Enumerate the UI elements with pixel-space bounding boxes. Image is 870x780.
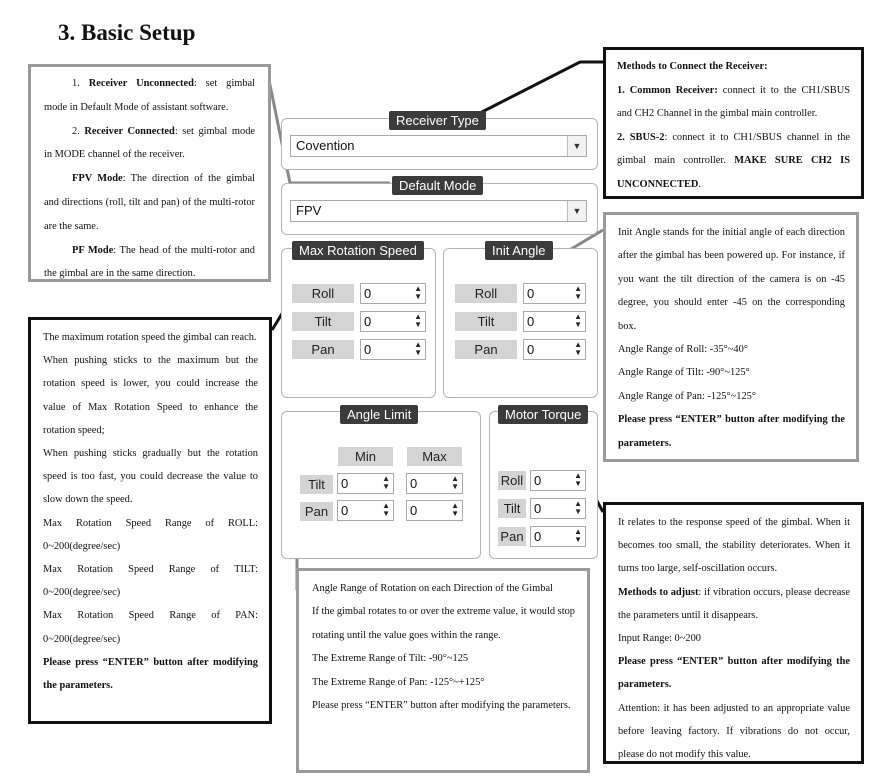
spinner-arrows-icon[interactable]: ▲ ▼	[574, 499, 582, 516]
motor-torque-pan-input[interactable]: 0 ▲ ▼	[530, 526, 586, 547]
spinner-arrows-icon[interactable]: ▲ ▼	[574, 527, 582, 544]
max-rotation-speed-title: Max Rotation Speed	[292, 241, 424, 260]
tilt-label: Tilt	[455, 312, 517, 331]
default-mode-value: FPV	[296, 203, 322, 218]
angle-limit-title: Angle Limit	[340, 405, 418, 424]
init-angle-title: Init Angle	[485, 241, 553, 260]
roll-label: Roll	[498, 471, 526, 490]
receiver-type-value: Covention	[296, 138, 355, 153]
angle-limit-tilt-max-input[interactable]: 0 ▲ ▼	[406, 473, 463, 494]
motor-torque-roll-input[interactable]: 0 ▲ ▼	[530, 470, 586, 491]
min-header: Min	[338, 447, 393, 466]
angle-limit-note: Angle Range of Rotation on each Direction of the Gimbal If the gimbal rotates to or over the extreme value, it would stop rotating until the value goes within the range. The Extreme Range of Tilt: -90°~125 The Extreme Range of Pan: -125°~+125° Please press “ENTER” button after modifying the parameters.	[296, 568, 590, 773]
spinner-arrows-icon[interactable]: ▲ ▼	[382, 474, 390, 491]
spinner-arrows-icon[interactable]: ▲ ▼	[382, 501, 390, 518]
max-header: Max	[407, 447, 462, 466]
receiver-type-title: Receiver Type	[389, 111, 486, 130]
angle-limit-pan-max-input[interactable]: 0 ▲ ▼	[406, 500, 463, 521]
spinner-arrows-icon[interactable]: ▲ ▼	[414, 340, 422, 357]
roll-label: Roll	[455, 284, 517, 303]
init-angle-pan-input[interactable]: 0 ▲ ▼	[523, 339, 586, 360]
spinner-arrows-icon[interactable]: ▲ ▼	[574, 340, 582, 357]
max-speed-roll-input[interactable]: 0 ▲ ▼	[360, 283, 426, 304]
tilt-label: Tilt	[498, 499, 526, 518]
init-angle-tilt-input[interactable]: 0 ▲ ▼	[523, 311, 586, 332]
pan-label: Pan	[300, 502, 333, 521]
dropdown-arrow-icon[interactable]: ▼	[567, 136, 586, 156]
pan-label: Pan	[455, 340, 517, 359]
default-mode-title: Default Mode	[392, 176, 483, 195]
roll-label: Roll	[292, 284, 354, 303]
default-mode-select[interactable]	[290, 200, 587, 222]
motor-torque-tilt-input[interactable]: 0 ▲ ▼	[530, 498, 586, 519]
dropdown-arrow-icon[interactable]: ▼	[567, 201, 586, 221]
pan-label: Pan	[292, 340, 354, 359]
spinner-arrows-icon[interactable]: ▲ ▼	[574, 284, 582, 301]
pan-label: Pan	[498, 527, 526, 546]
tilt-label: Tilt	[292, 312, 354, 331]
receiver-type-select[interactable]	[290, 135, 587, 157]
tilt-label: Tilt	[300, 475, 333, 494]
init-angle-note: Init Angle stands for the initial angle of each direction after the gimbal has been powered up. For instance, if you want the tilt direction of the camera is on -45 degree, you should enter -45 on the corresponding box. Angle Range of Roll: -35°~40° Angle Range of Tilt: -90°~125° Angle Range of Pan: -125°~125° Please press “ENTER” button after modifying the parameters.	[603, 212, 859, 462]
angle-limit-pan-min-input[interactable]: 0 ▲ ▼	[337, 500, 394, 521]
spinner-arrows-icon[interactable]: ▲ ▼	[451, 474, 459, 491]
angle-limit-tilt-min-input[interactable]: 0 ▲ ▼	[337, 473, 394, 494]
max-rotation-speed-note: The maximum rotation speed the gimbal can reach. When pushing sticks to the maximum but the rotation speed is lower, you could increase the value of Max Rotation Speed to enhance the rotation speed; When pushing sticks gradually but the rotation speed is too fast, you could decrease the value to slow down the speed. Max Rotation Speed Range of ROLL: 0~200(degree/sec) Max Rotation Speed Range of TILT: 0~200(degree/sec) Max Rotation Speed Range of PAN: 0~200(degree/sec) Please press “ENTER” button after modifying the parameters.	[28, 317, 272, 724]
spinner-arrows-icon[interactable]: ▲ ▼	[574, 312, 582, 329]
init-angle-roll-input[interactable]: 0 ▲ ▼	[523, 283, 586, 304]
spinner-arrows-icon[interactable]: ▲ ▼	[574, 471, 582, 488]
spinner-arrows-icon[interactable]: ▲ ▼	[451, 501, 459, 518]
spinner-arrows-icon[interactable]: ▲ ▼	[414, 312, 422, 329]
spinner-arrows-icon[interactable]: ▲ ▼	[414, 284, 422, 301]
receiver-connection-note: Methods to Connect the Receiver: 1. Common Receiver: connect it to the CH1/SBUS and CH2 Channel in the gimbal main controller. 2. SBUS-2: connect it to CH1/SBUS channel in the gimbal main controller. MAKE SURE CH2 IS UNCONNECTED.	[603, 47, 864, 199]
mode-description-note: 1. Receiver Unconnected: set gimbal mode in Default Mode of assistant software. 2. Receiver Connected: set gimbal mode in MODE channel of the receiver. FPV Mode: The direction of the gimbal and directions (roll, tilt and pan) of the multi-rotor are the same. PF Mode: The head of the multi-rotor and the gimbal are in the same direction.	[28, 64, 271, 282]
max-speed-tilt-input[interactable]: 0 ▲ ▼	[360, 311, 426, 332]
max-speed-pan-input[interactable]: 0 ▲ ▼	[360, 339, 426, 360]
page-title: 3. Basic Setup	[58, 20, 196, 45]
motor-torque-note: It relates to the response speed of the gimbal. When it becomes too small, the stability deteriorates. When it turns too large, self-oscillation occurs. Methods to adjust: if vibration occurs, please decrease the parameters until it disappears. Input Range: 0~200 Please press “ENTER” button after modifying the parameters. Attention: it has been adjusted to an appropriate value before leaving factory. If vibrations do not occur, please do not modify this value.	[603, 502, 864, 764]
motor-torque-title: Motor Torque	[498, 405, 588, 424]
